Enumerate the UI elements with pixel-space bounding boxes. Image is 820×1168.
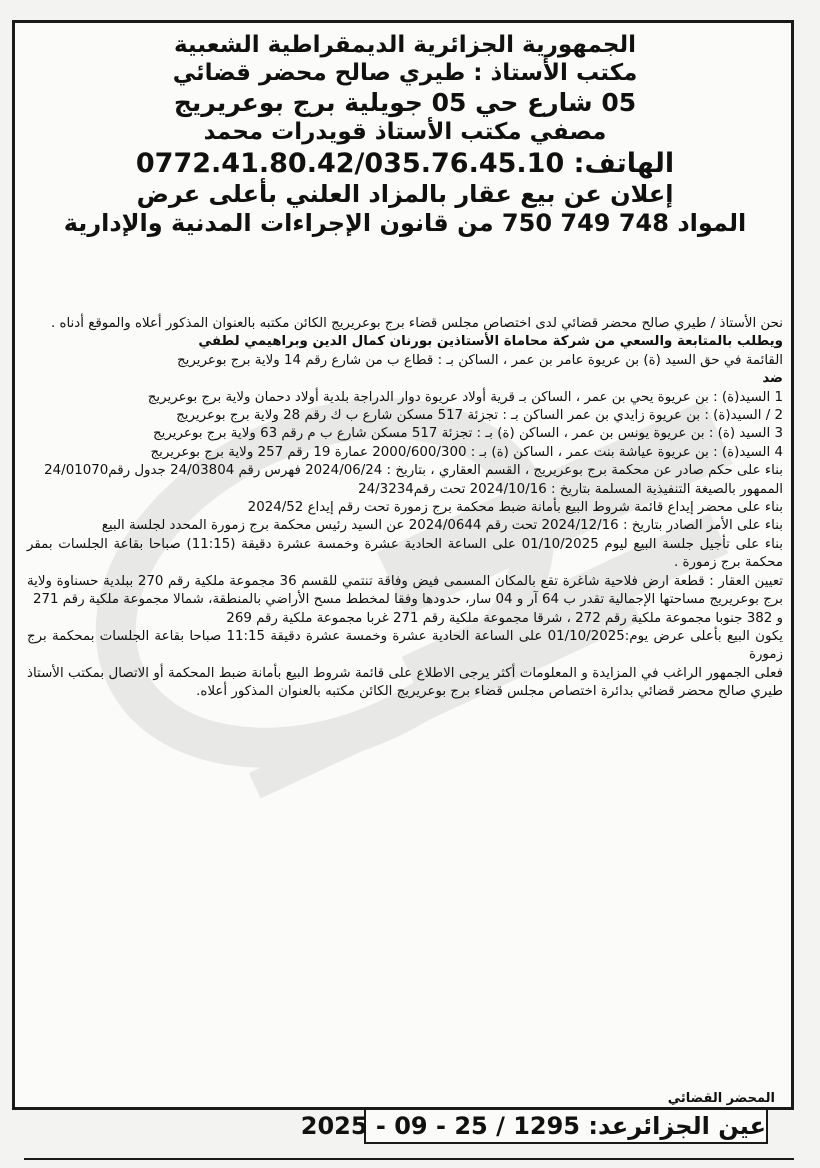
- paragraph-order: بناء على الأمر الصادر بتاريخ : 2024/12/16 تحت رقم 2024/0644 عن السيد رئيس محكمة برج زمورة المحدد لجلسة البيع: [101, 518, 783, 534]
- paragraph-against: ضد: [762, 371, 783, 387]
- paragraph-public-notice: فعلى الجمهور الراغب في المزايدة و المعلومات أكثر يرجى الاطلاع على قائمة شروط البيع بأمانة ضبط المحكمة أو الاتصال بمكتب الأستاذ طيري صالح محضر قضائي بدائرة اختصاص مجلس قضاء برج بوعريريج الكائن مكتبه بالعنوان المذكور أعلاه.: [27, 665, 783, 700]
- legal-articles: المواد 748 749 750 من قانون الإجراءات المدنية والإدارية: [63, 209, 747, 238]
- announcement-frame: [12, 20, 794, 1110]
- paragraph-defendant-4: 4 السيد(ة) : بن عريوة عياشة بنت عمر ، الساكن (ة) بـ : 2000/600/300 عمارة 19 رقم 257 ولاية برج بوعريريج: [150, 444, 783, 460]
- announcement-title: إعلان عن بيع عقار بالمزاد العلني بأعلى عرض: [136, 179, 674, 208]
- announcement-header: [35, 31, 775, 239]
- paragraph-intro: نحن الأستاذ / طيري صالح محضر قضائي لدى اختصاص مجلس قضاء برج بوعريريج الكائن مكتبه بالعنوان المذكور أعلاه والموقع أدناه .: [50, 316, 783, 331]
- paragraph-sale-date: يكون البيع بأعلى عرض يوم:01/10/2025 على الساعة الحادية عشرة وخمسة عشرة دقيقة 11:15 صباحا بقاعة الجلسات بمحكمة برج زمورة: [27, 628, 784, 663]
- publication-reference: عين الجزائرعد: 1295 / 25 - 09 - 2025: [364, 1108, 768, 1144]
- paragraph-defendant-3: 3 السيد (ة) : بن عريوة يونس بن عمر ، الساكن (ة) بـ : تجزئة 517 مسكن شارع ب م رقم 63 ولاية برج بوعريريج: [153, 426, 783, 442]
- paragraph-defendant-1: 1 السيد(ة) : بن عريوة يحي بن عمر ، الساكن بـ قرية أولاد عريوة دوار الدراجة بلدية أولاد دحمان ولاية برج بوعريريج: [147, 389, 783, 405]
- country-title: الجمهورية الجزائرية الديمقراطية الشعبية: [173, 32, 637, 58]
- paragraph-postponement: بناء على تأجيل جلسة البيع ليوم 01/10/2025 على الساعة الحادية عشرة وخمسة عشرة دقيقة (11:15) صباحا بقاعة الجلسات بمقر محكمة برج زمورة .: [27, 536, 783, 571]
- paragraph-defendant-2: 2 / السيد(ة) : بن عريوة زايدي بن عمر الساكن بـ : تجزئة 517 مسكن شارع ب ك رقم 28 ولاية برج بوعريريج: [176, 408, 783, 424]
- phone-line: الهاتف: 0772.41.80.42/035.76.45.10: [135, 147, 675, 179]
- paragraph-boundaries: و 382 جنوبا مجموعة ملكية رقم 272 ، شرقا مجموعة ملكية رقم 271 غربا مجموعة ملكية رقم 269: [226, 610, 783, 626]
- bottom-divider: [24, 1158, 794, 1168]
- liquidator-line: مصفي مكتب الأستاذ قويدرات محمد: [203, 119, 607, 146]
- paragraph-enforcement: الممهور بالصيغة التنفيذية المسلمة بتاريخ : 2024/10/16 تحت رقم24/3234: [358, 481, 783, 497]
- announcement-body: [27, 315, 783, 702]
- paragraph-deposit: بناء على محضر إيداع قائمة شروط البيع بأمانة ضبط محكمة برج زمورة تحت رقم إيداع 2024/52: [247, 500, 783, 516]
- office-address: 05 شارع حي 05 جويلية برج بوعريريج: [173, 87, 637, 117]
- paragraph-property: تعيين العقار : قطعة ارض فلاحية شاغرة تقع بالمكان المسمى فيض وفاقة تنتمي للقسم 36 مجموعة ملكية رقم 270 ببلدية حسناوة ولاية برج بوعريريج مساحتها الإجمالية تقدر ب 64 آر و 04 سار، حدودها وفقا لمخطط مسح الأراضي بالمنطقة، شمالا مجموعة ملكية رقم 271: [27, 573, 784, 608]
- paragraph-judgment: بناء على حكم صادر عن محكمة برج بوعريريج ، القسم العقاري ، بتاريخ : 2024/06/24 فهرس رقم 24/03804 جدول رقم24/01070: [44, 463, 783, 479]
- paragraph-lawyers: ويطلب بالمتابعة والسعي من شركة محاماة الأستاذين بورنان كمال الدين وبراهيمي لطفي: [198, 334, 783, 350]
- paragraph-claimant: القائمة في حق السيد (ة) بن عريوة عامر بن عمر ، الساكن بـ : قطاع ب من شارع رقم 14 ولاية برج بوعريريج: [176, 352, 783, 368]
- office-title: مكتب الأستاذ : طيري صالح محضر قضائي: [172, 60, 638, 87]
- signature-label: المحضر القضائي: [667, 1091, 775, 1106]
